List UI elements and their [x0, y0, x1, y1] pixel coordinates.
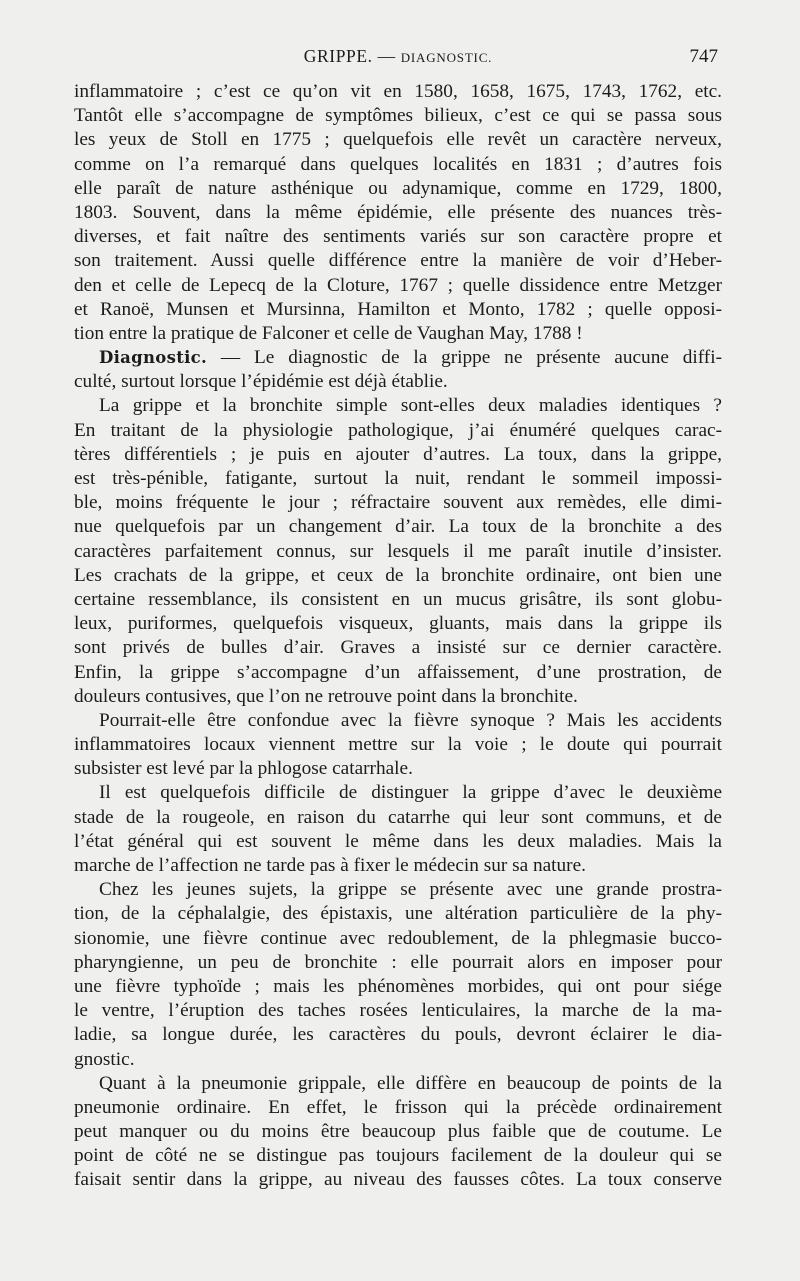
text-line [74, 153, 722, 177]
line-text: inflammatoire ; c’est ce qu’on vit en 1580, 1658, 1675, 1743, 1762, etc. [74, 81, 722, 102]
line-text: elle paraît de nature asthénique ou adynamique, comme en 1729, 1800, [74, 177, 722, 199]
line-text: faisait sentir dans la grippe, au niveau des fausses côtes. La toux conserve [74, 1169, 722, 1191]
line-text: l’état général qui est souvent le même dans les deux maladies. Mais la [74, 830, 722, 852]
text-line [74, 322, 722, 346]
text-line [74, 685, 722, 709]
line-text: sont privés de bulles d’air. Graves a insisté sur ce dernier caractère. [74, 637, 722, 659]
line-text: 1803. Souvent, dans la même épidémie, elle présente des nuances très- [74, 201, 722, 223]
text-line [74, 999, 722, 1023]
text-line [74, 1120, 722, 1144]
text-line [74, 467, 722, 491]
line-text: une fièvre typhoïde ; mais les phénomènes morbides, qui ont pour siége [74, 975, 722, 997]
line-text: et Ranoë, Munsen et Mursinna, Hamilton et Monto, 1782 ; quelle opposi- [74, 298, 722, 320]
text-line [74, 177, 722, 201]
text-line [74, 1072, 722, 1096]
line-text: diverses, et fait naître des sentiments variés sur son caractère propre et [74, 226, 722, 248]
line-text: certaine ressemblance, ils consistent en un mucus grisâtre, ils sont globu- [74, 588, 722, 610]
text-line [74, 612, 722, 636]
text-line [74, 806, 722, 830]
text-line [74, 975, 722, 999]
line-text: peut manquer ou du moins être beaucoup plus faible que de coutume. Le [74, 1121, 722, 1143]
page-header [76, 46, 720, 74]
text-line [74, 927, 722, 951]
text-line [74, 346, 722, 370]
text-line [74, 1168, 722, 1192]
text-line [74, 661, 722, 685]
line-text: Enfin, la grippe s’accompagne d’un affaissement, d’une prostration, de [74, 661, 722, 683]
text-line [74, 201, 722, 225]
text-line [74, 709, 722, 733]
text-line [74, 419, 722, 443]
text-line [74, 564, 722, 588]
line-text: comme on l’a remarqué dans quelques localités en 1831 ; d’autres fois [74, 153, 722, 175]
line-text: stade de la rougeole, en raison du catarrhe qui leur sont communs, et de [74, 806, 722, 828]
line-text: point de côté ne se distingue pas toujours facilement de la douleur qui se [74, 1145, 722, 1167]
text-line [74, 781, 722, 805]
line-text: nue quelquefois par un changement d’air. La toux de la bronchite a des [74, 516, 722, 538]
running-head [76, 46, 720, 67]
line-text: Quant à la pneumonie grippale, elle diffère en beaucoup de points de la [99, 1072, 722, 1094]
line-text: La grippe et la bronchite simple sont-elles deux maladies identiques ? [99, 395, 722, 417]
line-text: Chez les jeunes sujets, la grippe se présente avec une grande prostra- [99, 879, 722, 901]
line-text: subsister est levé par la phlogose catarrhale. [74, 758, 413, 780]
section-heading: Diagnostic. [99, 348, 208, 368]
text-line [74, 757, 722, 781]
line-text: Pourrait-elle être confondue avec la fièvre synoque ? Mais les accidents [99, 709, 722, 731]
line-text: Tantôt elle s’accompagne de symptômes bilieux, c’est ce qui se passa sous [74, 105, 722, 127]
line-text: Les crachats de la grippe, et ceux de la bronchite ordinaire, ont bien une [74, 564, 722, 586]
line-text: pharyngienne, un peu de bronchite : elle pourrait alors en imposer pour [74, 951, 722, 973]
line-text: gnostic. [74, 1048, 135, 1070]
text-line [74, 878, 722, 902]
line-text: Il est quelquefois difficile de distinguer la grippe d’avec le deuxième [99, 782, 722, 804]
text-line [74, 902, 722, 926]
line-text: le ventre, l’éruption des taches rosées lenticulaires, la marche de la ma- [74, 1000, 722, 1022]
text-line [74, 515, 722, 539]
line-text: ble, moins fréquente le jour ; réfractaire souvent aux remèdes, elle dimi- [74, 492, 722, 514]
text-line [74, 80, 722, 104]
line-text: douleurs contusives, que l’on ne retrouve point dans la bronchite. [74, 685, 578, 707]
line-text: En traitant de la physiologie pathologique, j’ai énuméré quelques carac- [74, 419, 722, 441]
line-text: inflammatoires locaux viennent mettre sur la voie ; le doute qui pourrait [74, 734, 722, 756]
page-body [74, 80, 722, 1193]
line-text: ladie, sa longue durée, les caractères du pouls, devront éclairer le dia- [74, 1024, 722, 1046]
text-line [74, 540, 722, 564]
text-line [74, 588, 722, 612]
line-text: son traitement. Aussi quelle différence entre la manière de voir d’Heber- [74, 250, 722, 272]
text-line [74, 830, 722, 854]
running-head-separator: — [377, 46, 396, 66]
text-line [74, 298, 722, 322]
text-line [74, 854, 722, 878]
text-line [74, 104, 722, 128]
text-line [74, 733, 722, 757]
line-text: pneumonie ordinaire. En effet, le frisson qui la précède ordinairement [74, 1096, 722, 1118]
running-head-section: DIAGNOSTIC. [400, 50, 493, 65]
text-line [74, 1096, 722, 1120]
text-line [74, 394, 722, 418]
text-line [74, 443, 722, 467]
line-text: sionomie, une fièvre continue avec redoublement, de la phlegmasie bucco- [74, 927, 722, 949]
running-head-title: GRIPPE. [303, 46, 373, 66]
text-line [74, 491, 722, 515]
line-text: den et celle de Lepecq de la Cloture, 1767 ; quelle dissidence entre Metzger [74, 274, 722, 296]
line-text: leux, puriformes, quelquefois visqueux, gluants, mais dans la grippe ils [74, 613, 722, 635]
text-line [74, 951, 722, 975]
text-line [74, 249, 722, 273]
line-text: culté, surtout lorsque l’épidémie est déjà établie. [74, 371, 448, 393]
line-text: est très-pénible, fatigante, surtout la nuit, rendant le sommeil impossi- [74, 468, 722, 489]
text-line [74, 1144, 722, 1168]
line-text: les yeux de Stoll en 1775 ; quelquefois elle revêt un caractère nerveux, [74, 129, 722, 151]
text-line [74, 636, 722, 660]
line-text: tion, de la céphalalgie, des épistaxis, une altération particulière de la phy- [74, 903, 722, 925]
page-number: 747 [689, 46, 718, 67]
text-line [74, 274, 722, 298]
line-text: — Le diagnostic de la grippe ne présente aucune diffi- [207, 347, 722, 369]
line-text: marche de l’affection ne tarde pas à fixer le médecin sur sa nature. [74, 855, 586, 876]
text-line [74, 1048, 722, 1072]
text-line [74, 225, 722, 249]
text-line [74, 128, 722, 152]
line-text: tères différentiels ; je puis en ajouter d’autres. La toux, dans la grippe, [74, 443, 722, 465]
text-line [74, 1023, 722, 1047]
text-line [74, 370, 722, 394]
line-text: caractères parfaitement connus, sur lesquels il me paraît inutile d’insister. [74, 540, 722, 562]
line-text: tion entre la pratique de Falconer et celle de Vaughan May, 1788 ! [74, 322, 583, 344]
